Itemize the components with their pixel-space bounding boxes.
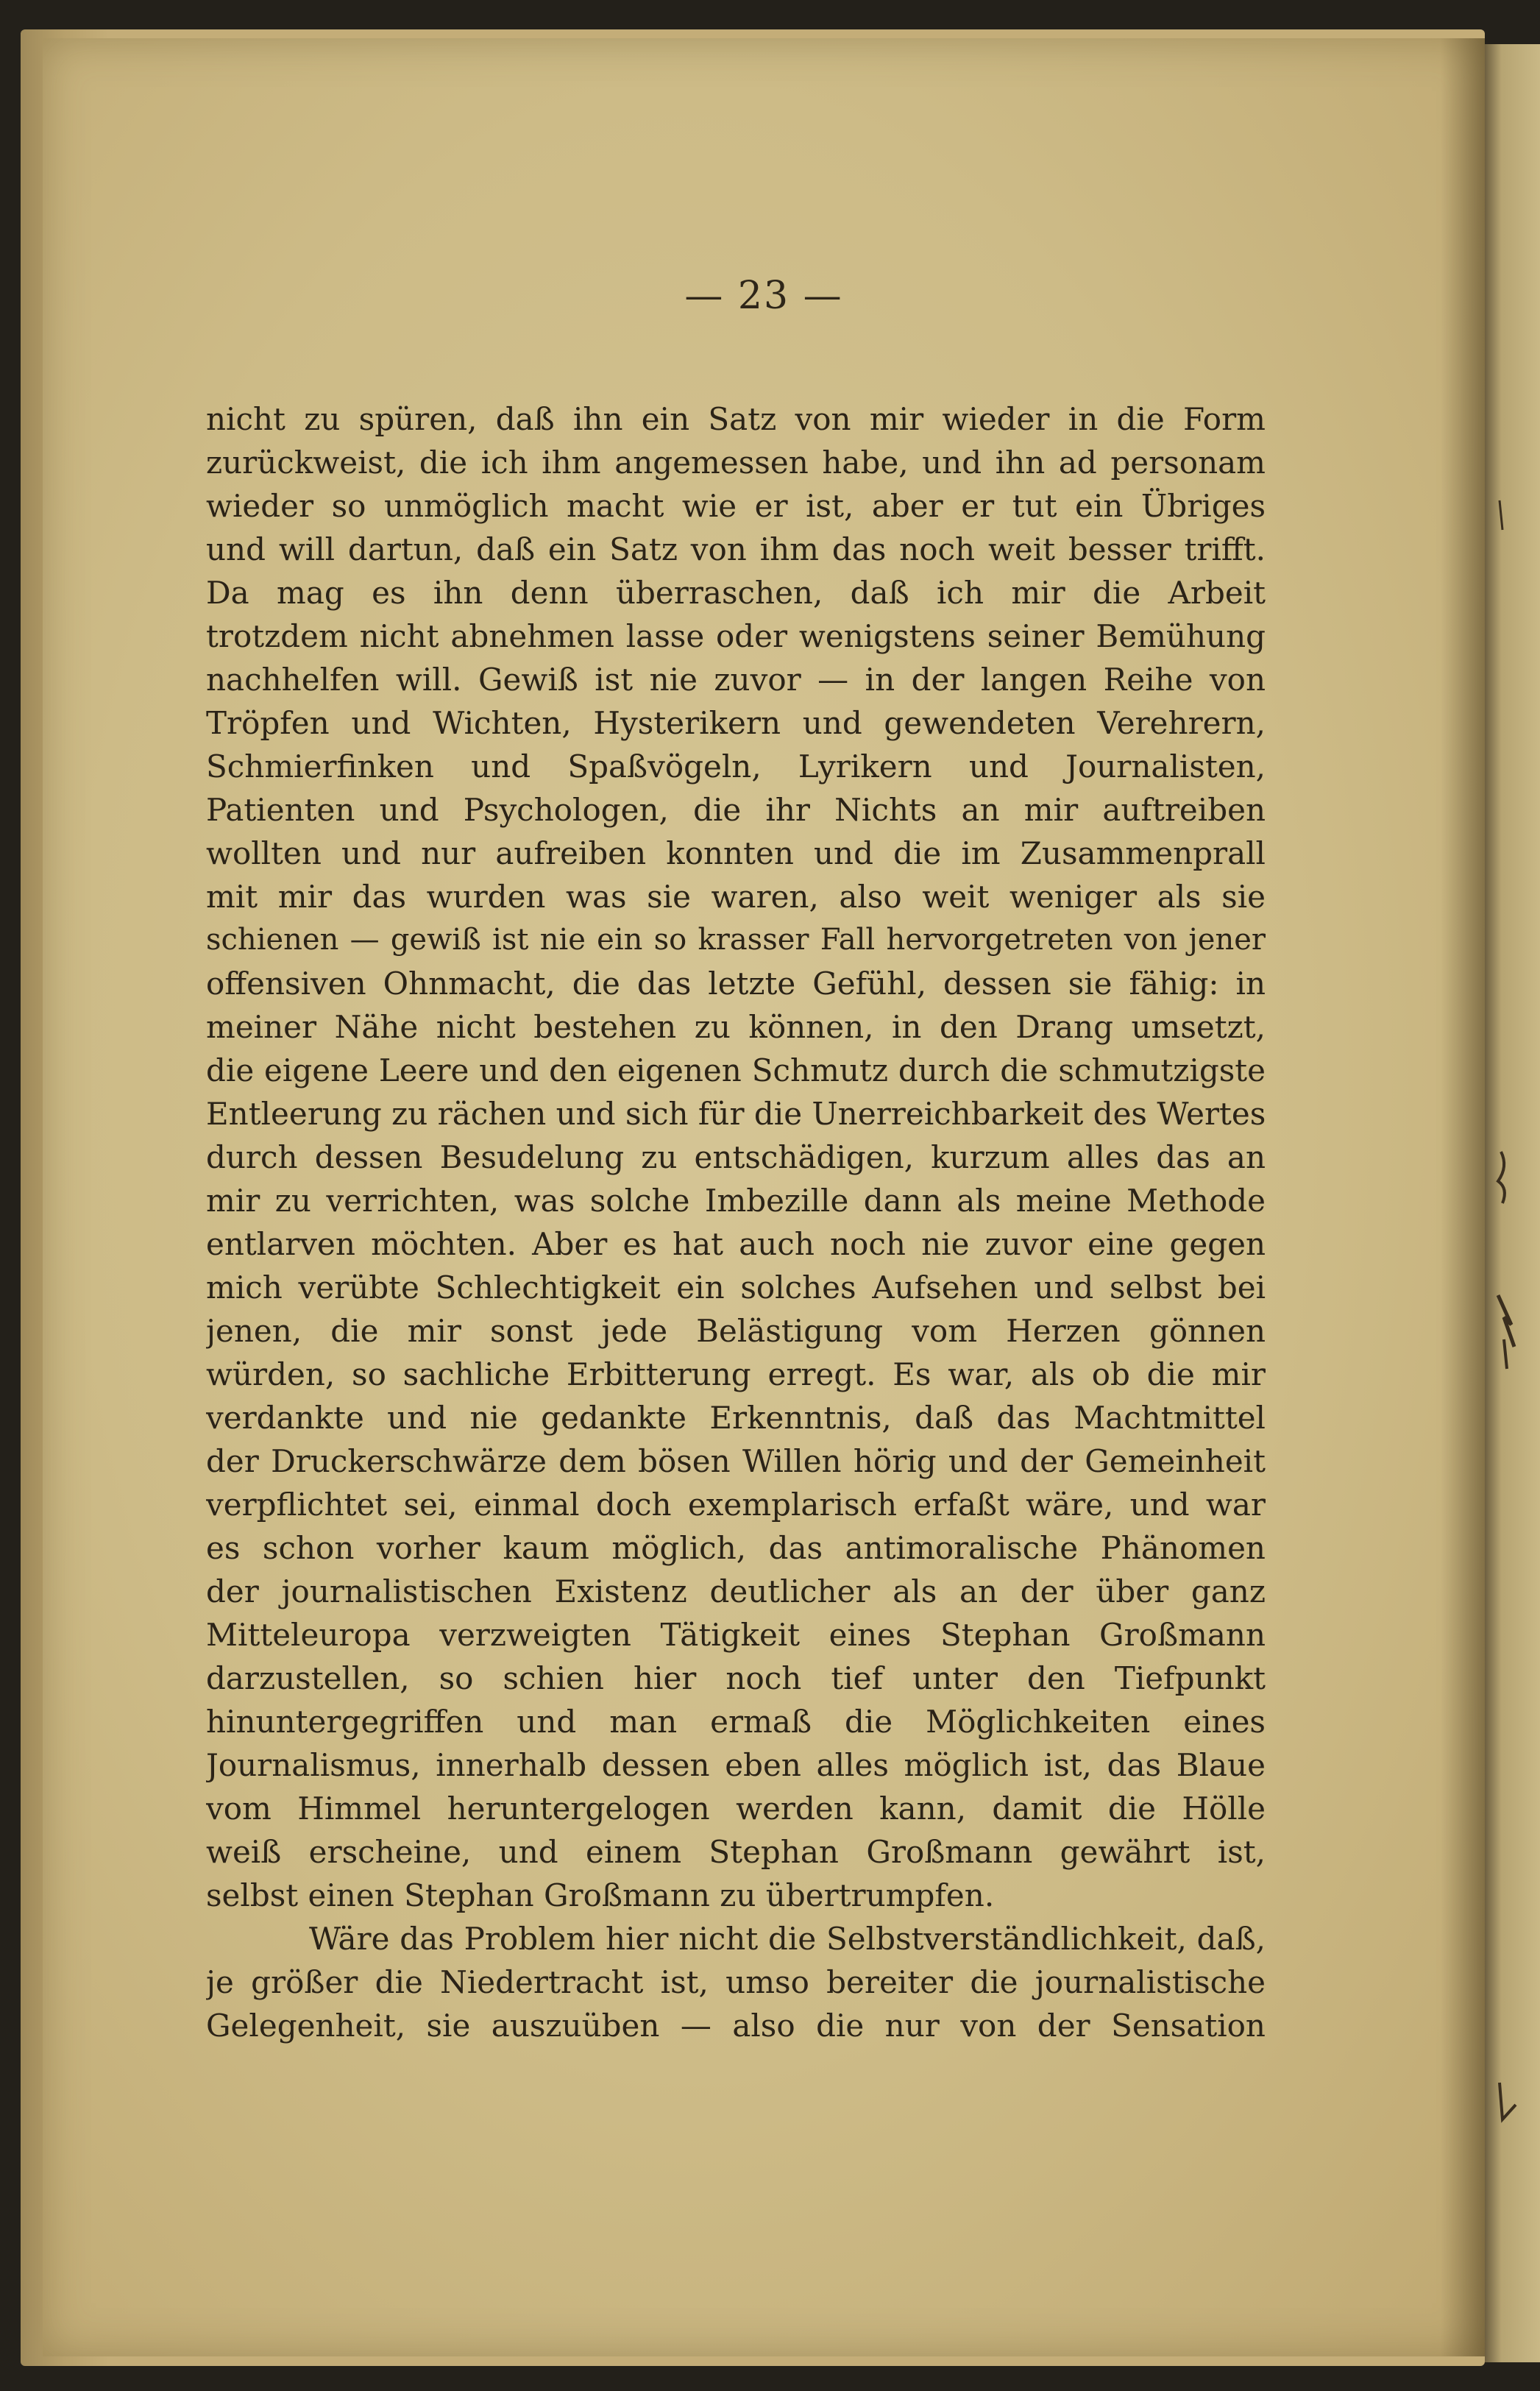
text-line: weiß erscheine, und einem Stephan Großmann gewährt ist, xyxy=(206,1834,1266,1870)
text-line: würden, so sachliche Erbitterung erregt. Es war, als ob die mir xyxy=(206,1356,1266,1392)
text-line: wollten und nur aufreiben konnten und die im Zusammenprall xyxy=(206,835,1266,871)
text-line: verdankte und nie gedankte Erkenntnis, daß das Machtmittel xyxy=(206,1400,1266,1436)
page-number: — 23 — xyxy=(684,274,843,318)
text-line: vom Himmel heruntergelogen werden kann, damit die Hölle xyxy=(206,1790,1266,1827)
text-line: Patienten und Psychologen, die ihr Nichts an mir auftreiben xyxy=(206,792,1266,828)
margin-ink-marks xyxy=(1485,44,1540,2362)
text-line: Tröpfen und Wichten, Hysterikern und gewendeten Verehrern, xyxy=(206,705,1266,741)
text-line: meiner Nähe nicht bestehen zu können, in den Drang umsetzt, xyxy=(206,1009,1266,1045)
book-page xyxy=(43,38,1485,2356)
text-line: Mitteleuropa verzweigten Tätigkeit eines Stephan Großmann xyxy=(206,1617,1266,1653)
text-line: nicht zu spüren, daß ihn ein Satz von mir wieder in die Form xyxy=(206,401,1266,437)
text-line: zurückweist, die ich ihm angemessen habe, und ihn ad personam xyxy=(206,444,1266,481)
body-text xyxy=(206,397,1266,2047)
adjacent-page-edge xyxy=(1485,44,1540,2362)
text-line: durch dessen Besudelung zu entschädigen, kurzum alles das an xyxy=(206,1139,1266,1175)
text-line: hinuntergegriffen und man ermaß die Möglichkeiten eines xyxy=(206,1704,1266,1740)
text-line: Schmierfinken und Spaßvögeln, Lyrikern und Journalisten, xyxy=(206,748,1266,784)
text-line: der Druckerschwärze dem bösen Willen hörig und der Gemeinheit xyxy=(206,1443,1266,1479)
text-line: mich verübte Schlechtigkeit ein solches Aufsehen und selbst bei xyxy=(206,1269,1266,1306)
text-line: entlarven möchten. Aber es hat auch noch nie zuvor eine gegen xyxy=(206,1226,1266,1262)
text-line: der journalistischen Existenz deutlicher als an der über ganz xyxy=(206,1573,1266,1609)
text-line: offensiven Ohnmacht, die das letzte Gefühl, dessen sie fähig: in xyxy=(206,966,1266,1002)
text-line: wieder so unmöglich macht wie er ist, aber er tut ein Übriges xyxy=(206,488,1266,524)
text-line: je größer die Niedertracht ist, umso bereiter die journalistische xyxy=(206,1964,1266,2000)
text-line: Gelegenheit, sie auszuüben — also die nur von der Sensation xyxy=(206,2008,1266,2044)
page-gutter-shadow xyxy=(1441,38,1485,2356)
text-line: die eigene Leere und den eigenen Schmutz durch die schmutzigste xyxy=(206,1052,1266,1088)
text-line: und will dartun, daß ein Satz von ihm das noch weit besser trifft. xyxy=(206,531,1266,567)
text-line: Journalismus, innerhalb dessen eben alles möglich ist, das Blaue xyxy=(206,1747,1266,1783)
text-line: jenen, die mir sonst jede Belästigung vom Herzen gönnen xyxy=(206,1313,1266,1349)
text-line: selbst einen Stephan Großmann zu übertrumpfen. xyxy=(206,1877,995,1913)
text-line: Wäre das Problem hier nicht die Selbstverständlichkeit, daß, xyxy=(309,1921,1266,1957)
text-line: Da mag es ihn denn überraschen, daß ich mir die Arbeit xyxy=(206,575,1266,611)
text-line: mir zu verrichten, was solche Imbezille dann als meine Methode xyxy=(206,1183,1266,1219)
text-line: mit mir das wurden was sie waren, also weit weniger als sie xyxy=(206,879,1266,915)
text-line: es schon vorher kaum möglich, das antimoralische Phänomen xyxy=(206,1530,1266,1566)
text-line: Entleerung zu rächen und sich für die Unerreichbarkeit des Wertes xyxy=(206,1096,1266,1132)
text-line: darzustellen, so schien hier noch tief unter den Tiefpunkt xyxy=(206,1660,1266,1696)
text-line: trotzdem nicht abnehmen lasse oder wenigstens seiner Bemühung xyxy=(206,618,1266,654)
text-line: verpflichtet sei, einmal doch exemplarisch erfaßt wäre, und war xyxy=(206,1487,1266,1523)
text-line: nachhelfen will. Gewiß ist nie zuvor — in der langen Reihe von xyxy=(206,662,1266,698)
text-line: schienen — gewiß ist nie ein so krasser Fall hervorgetreten von jener xyxy=(206,923,1266,957)
